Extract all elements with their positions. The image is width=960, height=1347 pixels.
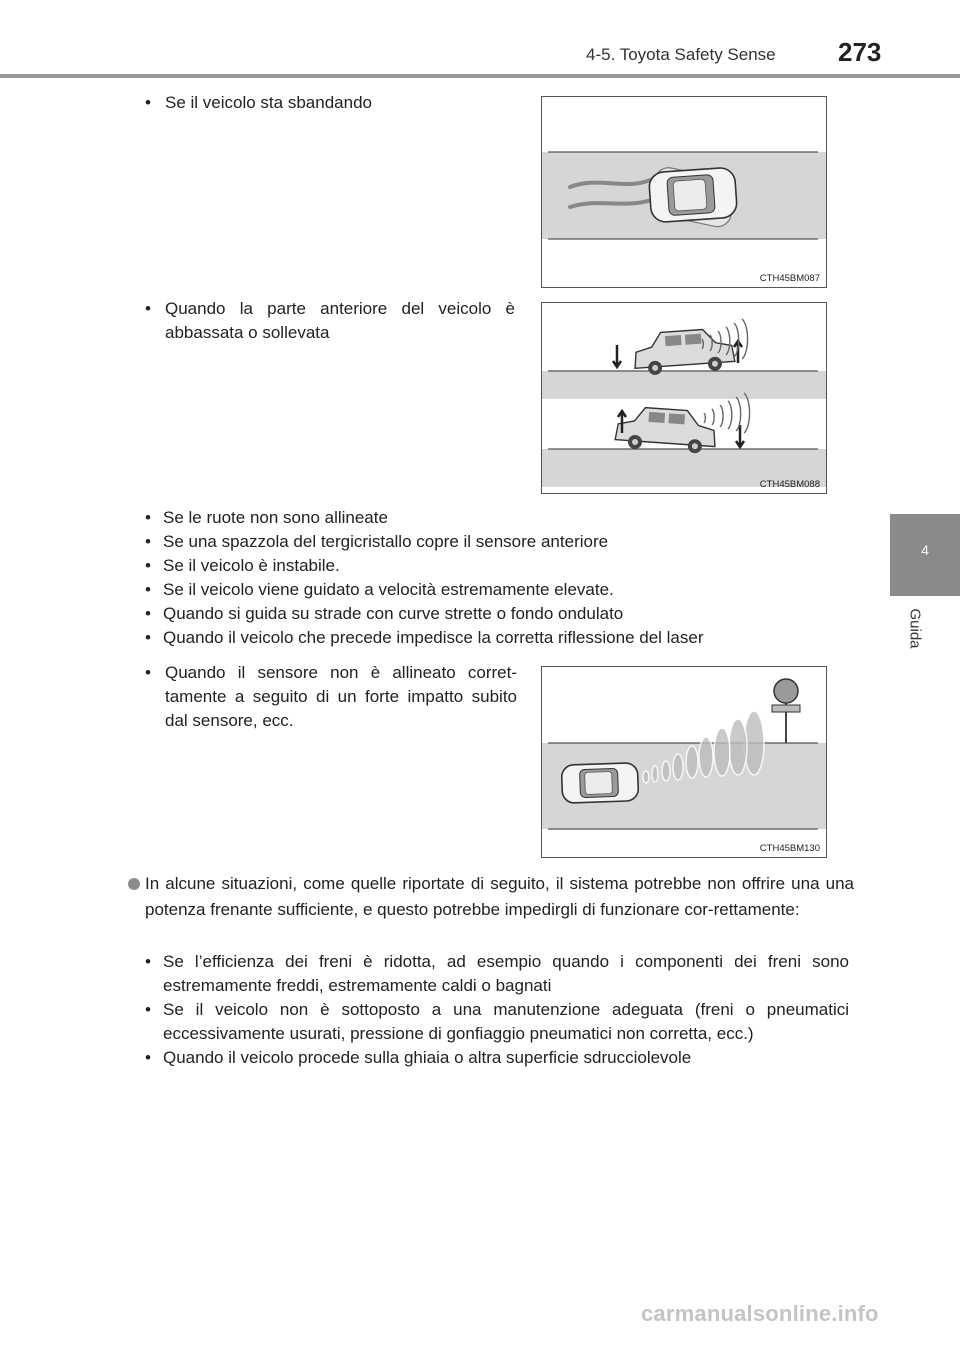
car-sideview-nose-down [615,406,718,455]
figure-caption: CTH45BM087 [759,273,820,284]
bullet: • [145,556,151,575]
chapter-label [903,604,924,656]
list-item [145,554,340,578]
figure-caption: CTH45BM088 [759,479,820,490]
bullet: • [145,628,151,647]
item-text: Se le ruote non sono allineate [163,508,388,527]
figure-skidding-car [541,96,827,288]
arrow-down-icon [613,345,621,367]
paragraph-text: In alcune situazioni, come quelle riportate di seguito, il sistema potrebbe non offrire una una potenza frenante sufficiente, e questo potrebbe impedirgli di funzionare cor-rettamente: [145,874,854,919]
bullet-circle-icon [128,878,140,890]
item-text: Se l’efficienza dei freni è ridotta, ad esempio quando i componenti dei freni sono estremamente freddi, estremamente caldi o bagnati [163,952,849,995]
figure-misaligned-sensor [541,666,827,858]
page-number: 273 [838,37,882,67]
watermark: carmanualsonline.info [641,1301,879,1326]
bullet: • [145,952,151,971]
misaligned-sensor-illustration [542,667,826,857]
bullet: • [145,508,151,527]
list-item [145,1046,849,1070]
chapter-number: 4 [921,542,929,558]
item-text: Quando il sensore non è allineato corret-tamente a seguito di un forte impatto subito dal sensore, ecc. [165,663,517,730]
list-item [145,602,623,626]
list-item [145,578,614,602]
figure-caption: CTH45BM130 [759,843,820,854]
skidding-car-illustration [542,97,826,287]
item-text: Se il veicolo viene guidato a velocità estremamente elevate. [163,580,614,599]
bullet: • [145,532,151,551]
paragraph [128,871,854,923]
item-text: Se una spazzola del tergicristallo copre il sensore anteriore [163,532,609,551]
bullet: • [145,1000,151,1019]
list-item [145,950,849,998]
item-text: Se il veicolo è instabile. [163,556,340,575]
bullet: • [145,93,151,112]
item-text: Quando il veicolo procede sulla ghiaia o altra superficie sdrucciolevole [163,1048,692,1067]
tilted-car-illustration [542,303,826,493]
arrow-down-icon [736,425,744,447]
list-item [145,297,515,345]
header-section-title: 4-5. Toyota Safety Sense [586,45,776,64]
list-item [145,626,704,650]
item-text: Quando il veicolo che precede impedisce la corretta riflessione del laser [163,628,704,647]
list-item [145,530,608,554]
bullet: • [145,580,151,599]
list-item [145,661,517,733]
item-text: Se il veicolo sta sbandando [165,93,372,112]
figure-tilted-car [541,302,827,494]
header-rule [0,74,960,78]
list-item [145,998,849,1046]
sign-icon [774,679,798,703]
bullet: • [145,663,151,682]
item-text: Quando si guida su strade con curve strette o fondo ondulato [163,604,624,623]
sign-plate [772,705,800,712]
road-surface [542,371,826,399]
bullet: • [145,604,151,623]
list-item [145,91,515,115]
chapter-label-text: Guida [906,608,924,649]
bullet: • [145,1048,151,1067]
car-topview [561,763,638,804]
item-text: Se il veicolo non è sottoposto a una manutenzione adeguata (freni o pneumatici eccessivamente usurati, pressione di gonfiaggio pneumatici non corretta, ecc.) [163,1000,849,1043]
car-topview [648,167,737,223]
list-item [145,506,388,530]
item-text: Quando la parte anteriore del veicolo è abbassata o sollevata [165,299,515,342]
bullet: • [145,299,151,318]
chapter-tab[interactable] [890,514,960,596]
